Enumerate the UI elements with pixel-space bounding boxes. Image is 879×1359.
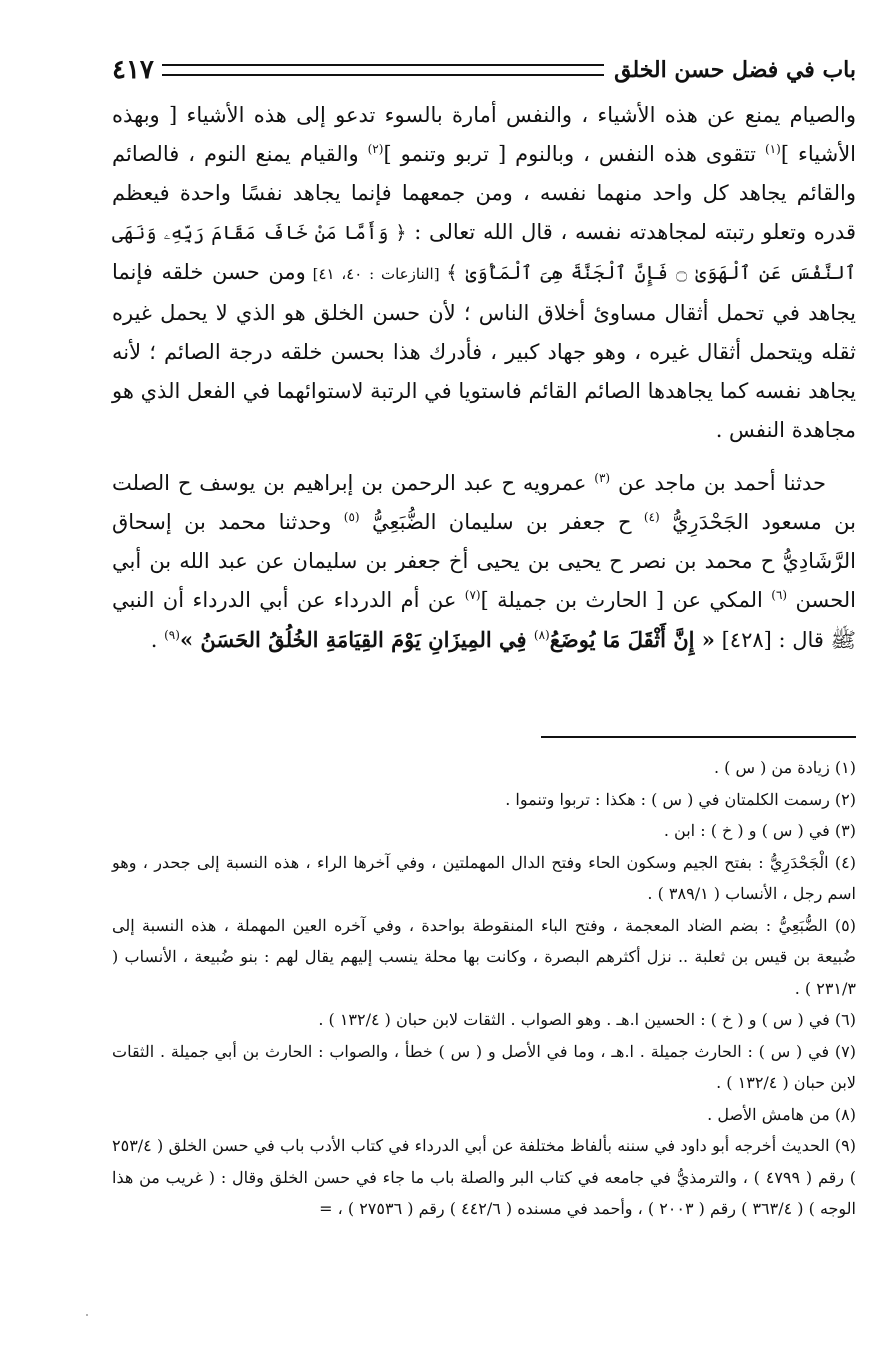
footnote-ref: (٧) bbox=[464, 588, 481, 602]
text-run: عن أم الدرداء عن أبي الدرداء أن النبي ﷺ قال : [٤٢٨] bbox=[112, 588, 856, 652]
hadith-text: فِي المِيزَانِ يَوْمَ القِيَامَةِ الخُلُقُ الحَسَنُ » bbox=[179, 627, 534, 652]
text-run: المكي عن [ الحارث بن جميلة ] bbox=[480, 588, 772, 612]
footnote-ref: (٣) bbox=[594, 471, 611, 485]
footnote-ref: (٢) bbox=[367, 142, 384, 156]
header-rule bbox=[162, 64, 604, 76]
text-run: . bbox=[150, 628, 165, 652]
chapter-title: باب في فضل حسن الخلق bbox=[614, 57, 856, 83]
footnote-ref: (٩) bbox=[164, 628, 180, 642]
footnote-item: (٤) الْجَحْدَرِيُّ : بفتح الجيم وسكون الحاء وفتح الدال المهملتين ، وفي آخرها الراء ، هذه النسبة إلى جحدر ، وهو اسم رجل ، الأنساب ( ٣٨٩/١ ) . bbox=[112, 852, 856, 903]
footnote-item: (٢) رسمت الكلمتان في ( س ) : هكذا : تربوا وتنموا . bbox=[505, 789, 856, 809]
text-run: ومن حسن خلقه فإنما يجاهد في تحمل أثقال مساوئ أخلاق الناس ؛ لأن حسن الخلق هو الذي لا يحمل غيره ثقله ويتحمل أثقال غيره ، وهو جهاد كبير ، فأدرك هذا بحسن خلقه درجة الصائم ؛ لأنه يجاهد نفسه كما يجاهدها الصائم القائم فاستويا في الرتبة لاستوائهما في الفعل الذي هو مجاهدة النفس . bbox=[112, 260, 856, 442]
verse-citation: [النازعات : ٤٠، ٤١] bbox=[305, 265, 447, 283]
footnote-ref: (٨) bbox=[533, 628, 550, 642]
footnote-item: (٦) في ( س ) و ( خ ) : الحسين ا.هـ . وهو الصواب . الثقات لابن حبان ( ١٣٢/٤ ) . bbox=[318, 1010, 856, 1029]
footnote-ref: (٤) bbox=[643, 510, 660, 524]
footnote-item: (٧) في ( س ) : الحارث جميلة . ا.هـ ، وما في الأصل و ( س ) خطأ ، والصواب : الحارث بن أبي جميلة . الثقات لابن حبان ( ١٣٢/٤ ) . bbox=[112, 1041, 856, 1092]
text-run: حدثنا أحمد بن ماجد عن bbox=[610, 471, 826, 495]
main-text bbox=[112, 96, 856, 660]
footnote-item: (٣) في ( س ) و ( خ ) : ابن . bbox=[663, 821, 856, 840]
footnote-ref: (١) bbox=[764, 142, 781, 156]
text-run: وحدثنا محمد بن إسحاق الرَّشَادِيُّ ح محمد بن نصر ح يحيى بن يحيى أخ جعفر بن سليمان عن عبد الله بن أبي الحسن bbox=[112, 510, 857, 612]
text-run: ح جعفر بن سليمان الضُّبَعِيُّ bbox=[359, 510, 644, 534]
footnote-ref: (٥) bbox=[343, 510, 360, 524]
scan-speck bbox=[86, 1314, 88, 1316]
footnote-separator bbox=[541, 736, 856, 738]
text-run: والقيام يمنع النوم ، فالصائم والقائم يجاهد كل واحد منهما نفسه ، ومن جمعهما فإنما يجاهد نفسًا واحدة فيعظم قدره وتعلو رتبته لمجاهدته نفسه ، قال الله تعالى : bbox=[112, 142, 856, 244]
text-run: تتقوى هذه النفس ، وبالنوم [ تربو وتنمو ] bbox=[383, 142, 765, 166]
page-number: ٤١٧ bbox=[112, 55, 154, 85]
paragraph-commentary bbox=[112, 96, 856, 450]
running-header bbox=[112, 52, 856, 88]
footnote-item: (٩) الحديث أخرجه أبو داود في سننه بألفاظ مختلفة عن أبي الدرداء في كتاب الأدب باب في حسن الخلق ( ٢٥٣/٤ ) رقم ( ٤٧٩٩ ) ، والترمذيُّ في جامعه في كتاب البر والصلة باب ما جاء في حسن الخلق وقال : ( غريب من هذا الوجه ) ( ٣٦٣/٤ ) رقم ( ٢٠٠٣ ) ، وأحمد في مسنده ( ٤٤٢/٦ ) رقم ( ٢٧٥٣٦ ) ، = bbox=[112, 1136, 857, 1218]
footnote-ref: (٦) bbox=[771, 588, 788, 602]
footnotes bbox=[112, 752, 856, 1225]
hadith-text: « إِنَّ أَثْقَلَ مَا يُوضَعُ bbox=[549, 627, 715, 652]
quran-verse: ﴿ وَأَمَّا مَنْ خَافَ مَقَامَ رَبِّهِۦ وَنَهَى ٱلنَّفْسَ عَنِ ٱلْهَوَىٰ ۝ فَإِنَّ ٱلْجَنَّةَ هِىَ ٱلْمَأْوَىٰ ﴾ bbox=[112, 222, 856, 284]
footnote-item: (٨) من هامش الأصل . bbox=[707, 1104, 856, 1124]
footnote-item: (١) زيادة من ( س ) . bbox=[713, 758, 856, 777]
paragraph-isnad bbox=[112, 464, 856, 660]
text-run: عمرويه ح عبد الرحمن بن إبراهيم بن يوسف ح الصلت بن مسعود الجَحْدَرِيُّ bbox=[112, 471, 856, 534]
text-run: والصيام يمنع عن هذه الأشياء ، والنفس أمارة بالسوء تدعو إلى هذه الأشياء [ وبهذه الأشياء ] bbox=[112, 103, 857, 166]
footnote-item: (٥) الضُّبَعِيُّ : بضم الضاد المعجمة ، وفتح الباء المنقوطة بواحدة ، وفي آخره العين المهملة ، هذه النسبة إلى ضُبيعة بن قيس بن ثعلبة .. نزل أكثرهم البصرة ، وكانت بها محلة ينسب إليهم يقال لهم : بنو ضُبيعة ، الأنساب ( ٢٣١/٣ ) . bbox=[112, 915, 856, 998]
